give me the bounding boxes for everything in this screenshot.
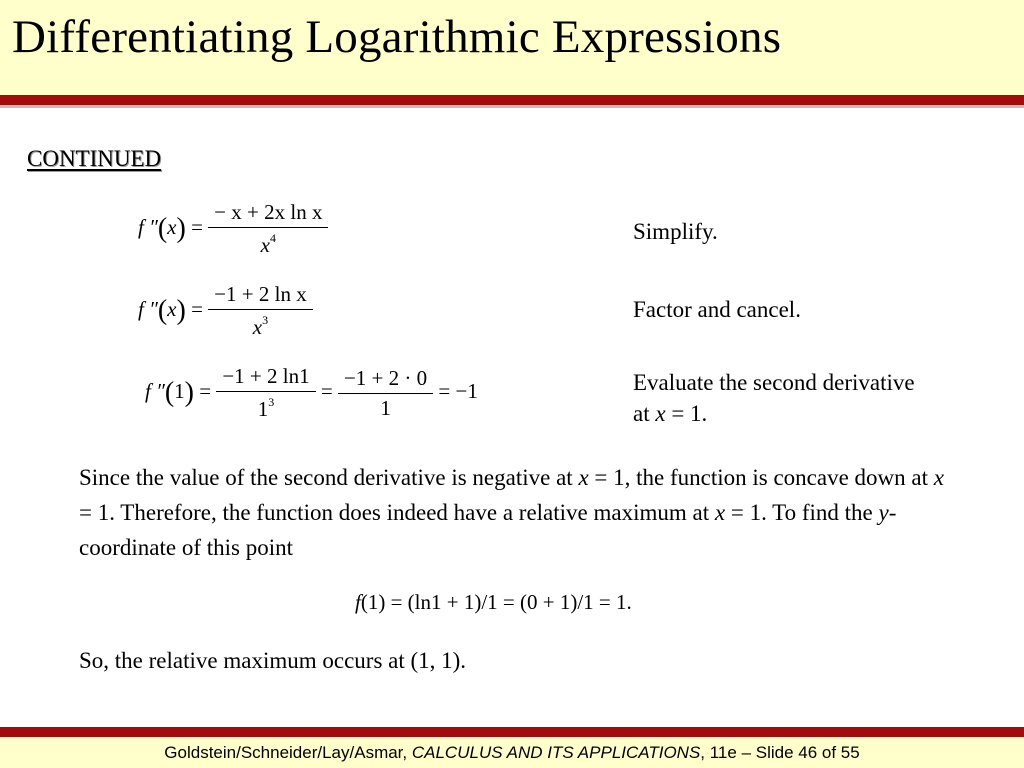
y-coordinate-equation: f(1) = (ln1 + 1)/1 = (0 + 1)/1 = 1. <box>355 590 632 614</box>
title-divider <box>0 95 1024 105</box>
note-evaluate: Evaluate the second derivative at x = 1. <box>633 370 915 426</box>
eq3-denominator-2: 1 <box>338 393 433 419</box>
eq3-numerator-2: −1 + 2 · 0 <box>343 365 428 390</box>
footer-divider <box>0 727 1024 737</box>
eq3-result: = −1 <box>438 378 478 403</box>
eq1-numerator: − x + 2x ln x <box>214 200 323 224</box>
eq2-arg: x <box>167 296 177 321</box>
eq3-numerator-1: −1 + 2 ln1 <box>222 364 310 388</box>
eq1-arg: x <box>167 214 177 239</box>
eq2-denominator: $x^3$ <box>208 309 313 338</box>
slide-footer: Goldstein/Schneider/Lay/Asmar, CALCULUS AND ITS APPLICATIONS, 11e – Slide 46 of 55 <box>164 743 860 762</box>
explanation-paragraph: Since the value of the second derivative is negative at x = 1, the function is concave down at x = 1. Therefore, the function does indeed have a relative maximum at x = 1. To find the y-coordinate of this point <box>79 465 944 560</box>
eq1-fraction <box>208 202 328 256</box>
eq3-fraction-1 <box>216 366 315 420</box>
equation-step-1: f ″(x) = $\frac{\text{− x + 2x ln x}}{x^4}$ <box>138 202 328 256</box>
eq3-arg: 1 <box>174 378 185 403</box>
equation-step-2: f ″(x) = $\frac{\text{−1 + 2 ln x}}{x^3}$ <box>138 284 313 338</box>
eq1-denominator: $x^4$ <box>208 227 328 256</box>
title-divider-shadow <box>0 105 1024 108</box>
eq2-func: f ″ <box>138 296 158 321</box>
result-statement: So, the relative maximum occurs at (1, 1). <box>79 648 467 673</box>
note-factor-cancel: Factor and cancel. <box>633 297 801 322</box>
eq3-denominator-1: $1^3$ <box>216 391 315 420</box>
eq2-numerator: −1 + 2 ln x <box>214 282 307 306</box>
eq3-func: f ″ <box>145 378 165 403</box>
eq3-fraction-2 <box>338 365 433 420</box>
slide-title: Differentiating Logarithmic Expressions <box>12 11 782 63</box>
eq1-func: f ″ <box>138 214 158 239</box>
equation-step-3: f ″(1) = $\frac{-1 + 2 \ln 1}{1^3}$ = $\frac{-1 + 2 \cdot 0}{1}$ = −1 <box>145 364 478 421</box>
eq2-fraction <box>208 284 313 338</box>
note-simplify: Simplify. <box>633 219 718 244</box>
continued-label: CONTINUED <box>27 146 162 171</box>
